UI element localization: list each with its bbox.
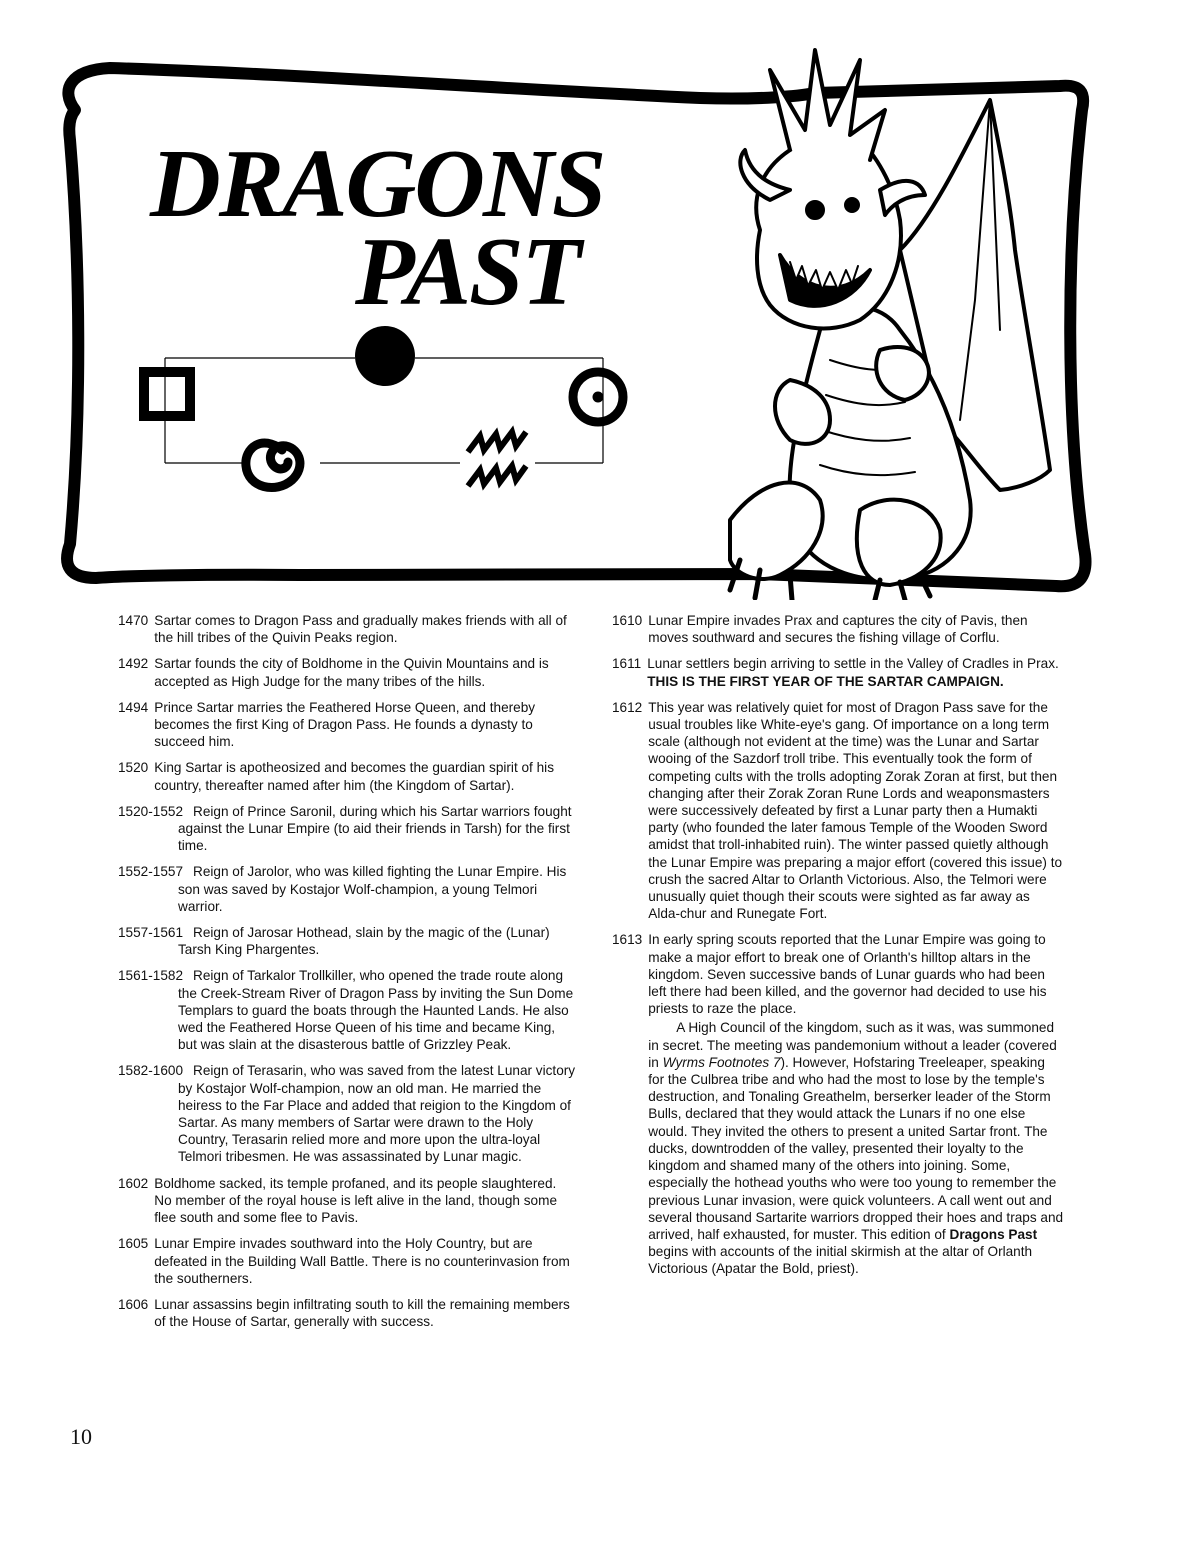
- entry-year: 1605: [118, 1236, 149, 1252]
- timeline-entry: [118, 863, 576, 915]
- timeline-entry: [118, 1296, 576, 1330]
- page-title: [150, 130, 620, 326]
- title-line-1: DRAGONS: [150, 130, 605, 238]
- timeline-left-column: [118, 612, 576, 1339]
- p2-bold-title: Dragons Past: [949, 1226, 1038, 1242]
- entry-year: 1520-1552: [118, 803, 184, 819]
- timeline-entry: [612, 612, 1064, 646]
- entry-year: 1602: [118, 1175, 149, 1191]
- entry-year: 1611: [612, 656, 642, 672]
- zigzag-rune-icon: [468, 432, 526, 486]
- dragon-illustration: [730, 50, 1050, 600]
- entry-text: Boldhome sacked, its temple profaned, and its people slaughtered. No member of the royal house is left alive in the land, though some flee south and some flee to Pavis.: [154, 1175, 557, 1226]
- entry-year: 1520: [118, 760, 149, 776]
- timeline-entry: [118, 967, 576, 1053]
- entry-text: This year was relatively quiet for most of Dragon Pass save for the usual troubles like White-eye's gang. Of importance on a long term scale (although not evident at the time) was the Lunar and Sartar wooing of the Sazdorf troll tribe. This eventually took the form of competing cults with the trolls adopting Zorak Zoran at first, but then changing after their Zorak Zoran Rune Lords and weaponsmasters were successively defeated by first a Lunar party then a Humakti party (who founded the later famous Temple of the Wooden Sword amidst that troll-inhabited ruin). The winter passed quietly although the Lunar Empire was preparing a major effort (covered this issue) to crush the sacred Altar to Orlanth Victorious. Also, the Telmori were unusually quiet though their scouts were sighted as far away as Alda-chur and Runegate Fort.: [648, 699, 1063, 922]
- entry-year: 1612: [612, 699, 643, 715]
- timeline-entry: [118, 759, 576, 793]
- timeline-entry: [612, 655, 1064, 689]
- timeline-right-column: [612, 612, 1064, 1287]
- timeline-entry: [118, 1062, 576, 1165]
- p2-text-b: ). However, Hofstaring Treeleaper, speaking for the Culbrea tribe and who had the most to lose by the temple's destruction, and Tonaling Greathelm, berserker leader of the Storm Bulls, declared that they would attack the Lunars if no one else would. They invited the others to present a united Sartar front. The ducks, downtrodden of the valley, presented their loyalty to the kingdom and shamed many of the others into joining. Some, especially the hothead youths who were too young to remember the previous Lunar invasion, were quick volunteers. A call went out and several thousand Sartarite warriors dropped their hoes and traps and arrived, half exhausted, for muster. This edition of: [648, 1054, 1064, 1242]
- entry-text: Reign of Prince Saronil, during which his Sartar warriors fought against the Lunar Empire (to aid their friends in Tarsh) for the first time.: [178, 803, 572, 854]
- entry-text: Reign of Tarkalor Trollkiller, who opened the trade route along the Creek-Stream River of Dragon Pass by inviting the Sun Dome Templars to guard the boats through the Haunted Lands. He also wed the Feathered Horse Queen of his time and became King, but was slain at the disasterous battle of Grizzley Peak.: [178, 968, 574, 1053]
- page-number: 10: [70, 1424, 92, 1449]
- entry-text: Lunar Empire invades Prax and captures the city of Pavis, then moves southward and secures the fishing village of Corflu.: [648, 613, 1028, 646]
- square-rune-icon: [144, 372, 190, 416]
- entry-year: 1613: [612, 932, 643, 948]
- entry-text: Sartar founds the city of Boldhome in the Quivin Mountains and is accepted as High Judge for the many tribes of the hills.: [154, 656, 549, 689]
- entry-text: Prince Sartar marries the Feathered Horse Queen, and thereby becomes the first King of Dragon Pass. He founds a dynasty to succeed him.: [154, 699, 536, 750]
- entry-text: In early spring scouts reported that the Lunar Empire was going to make a major effort to break one of Orlanth's hilltop altars in the kingdom. Seven successive bands of Lunar guards who had been left there had been killed, and the governor had decided to use his priests to raze the place.: [648, 932, 1047, 1017]
- entry-paragraph-2: [648, 1019, 1064, 1277]
- timeline-entry: [118, 699, 576, 751]
- spiral-rune-icon: [246, 443, 300, 488]
- timeline-entry: [118, 1235, 576, 1287]
- entry-text: Lunar settlers begin arriving to settle in the Valley of Cradles in Prax.: [647, 656, 1059, 672]
- entry-year: 1470: [118, 613, 149, 628]
- timeline-entry: [118, 924, 576, 958]
- filled-circle-rune-icon: [355, 326, 415, 386]
- campaign-start-note: THIS IS THE FIRST YEAR OF THE SARTAR CAMPAIGN.: [647, 673, 1004, 689]
- timeline-entry: [612, 931, 1064, 1277]
- entry-text: Reign of Jarosar Hothead, slain by the magic of the (Lunar) Tarsh King Phargentes.: [178, 925, 550, 958]
- p2-italic-title: Wyrms Footnotes 7: [662, 1054, 781, 1070]
- entry-text: King Sartar is apotheosized and becomes the guardian spirit of his country, thereafter named after him (the Kingdom of Sartar).: [154, 760, 554, 793]
- entry-text: Lunar assassins begin infiltrating south to kill the remaining members of the House of Sartar, generally with success.: [154, 1296, 570, 1330]
- entry-text: Reign of Terasarin, who was saved from the latest Lunar victory by Kostajor Wolf-champion, now an old man. He married the heiress to the Far Place and added that reigion to the Kingdom of Sartar. As many members of Sartar were drawn to the Holy Country, Terasarin relied more and more upon the ultra-loyal Telmori tribesmen. He was assassinated by Lunar magic.: [178, 1063, 576, 1165]
- entry-year: 1610: [612, 613, 643, 628]
- timeline-entry: [118, 612, 576, 646]
- entry-text: Lunar Empire invades southward into the Holy Country, but are defeated in the Building Wall Battle. There is no counterinvasion from the southerners.: [154, 1236, 570, 1286]
- entry-year: 1606: [118, 1296, 149, 1312]
- p2-text-a: A High Council of the kingdom, such as it was, was summoned in secret. The meeting was pandemonium without a leader (covered in: [648, 1020, 1057, 1070]
- timeline-entry: [118, 803, 576, 855]
- entry-year: 1552-1557: [118, 864, 184, 880]
- dotted-circle-rune-icon: [573, 372, 623, 422]
- timeline-entry: [118, 655, 576, 689]
- entry-year: 1494: [118, 699, 149, 715]
- title-line-2: PAST: [355, 218, 580, 326]
- entry-year: 1561-1582: [118, 968, 184, 984]
- entry-text: Reign of Jarolor, who was killed fighting the Lunar Empire. His son was saved by Kostajor Wolf-champion, a young Telmori warrior.: [178, 864, 567, 914]
- p2-text-c: begins with accounts of the initial skirmish at the altar of Orlanth Victorious (Apatar the Bold, priest).: [648, 1244, 1033, 1277]
- timeline-entry: [118, 1175, 576, 1227]
- entry-year: 1582-1600: [118, 1063, 184, 1079]
- timeline-entry: [612, 699, 1064, 923]
- entry-year: 1492: [118, 656, 149, 672]
- entry-year: 1557-1561: [118, 925, 184, 941]
- entry-text: Sartar comes to Dragon Pass and gradually makes friends with all of the hill tribes of the Quivin Peaks region.: [154, 613, 567, 646]
